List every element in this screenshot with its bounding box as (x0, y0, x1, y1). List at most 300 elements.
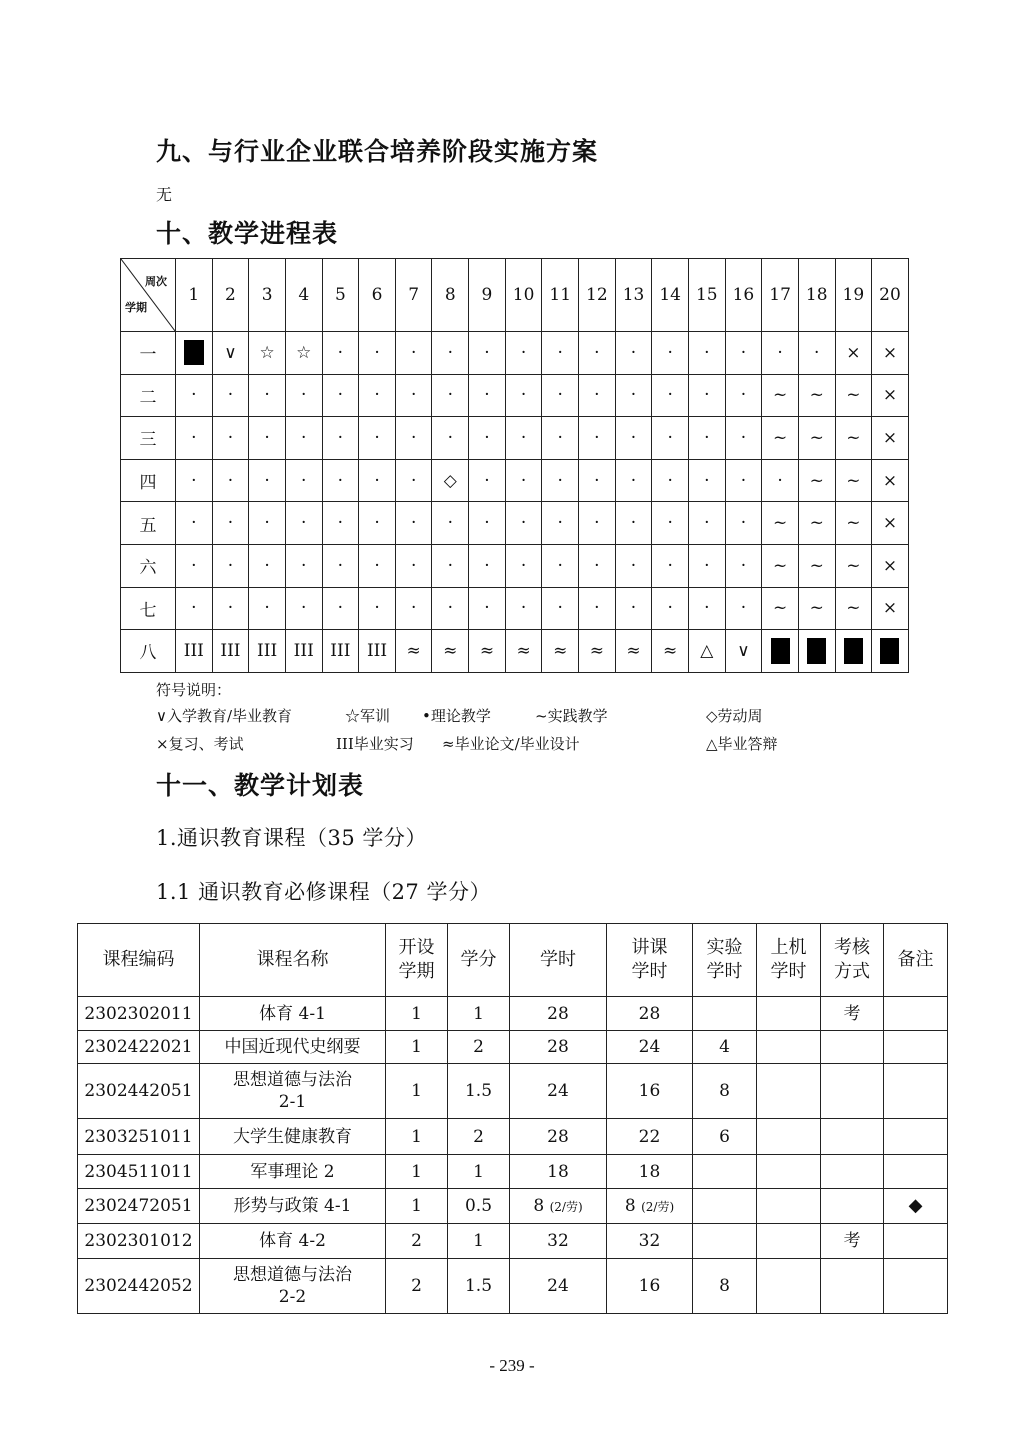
course-hours-cell: 18 (510, 1155, 607, 1189)
course-assess-cell (821, 1064, 884, 1119)
course-hours-cell: 28 (510, 1119, 607, 1155)
course-name-cell: 形势与政策 4-1 (200, 1189, 386, 1224)
schedule-cell: ~ (762, 417, 799, 460)
week-header: 6 (359, 259, 396, 332)
schedule-cell: III (322, 630, 359, 673)
course-hours-cell: 28 (510, 1031, 607, 1064)
schedule-cell: · (579, 374, 616, 417)
term-label: 三 (121, 417, 176, 460)
schedule-cell: · (432, 587, 469, 630)
week-header: 13 (615, 259, 652, 332)
schedule-cell: · (249, 417, 286, 460)
course-code-cell: 2302442051 (78, 1064, 200, 1119)
hours-value: 8 (624, 1195, 636, 1216)
schedule-cell: ☆ (249, 332, 286, 375)
schedule-cell: × (872, 544, 909, 587)
schedule-cell: ☆ (285, 332, 322, 375)
column-header: 学分 (448, 924, 510, 997)
schedule-row (121, 459, 909, 502)
course-row (78, 997, 948, 1031)
schedule-cell: ~ (835, 587, 872, 630)
schedule-cell: · (725, 459, 762, 502)
term-label: 八 (121, 630, 176, 673)
section-10-title: 十、教学进程表 (156, 219, 339, 248)
solid-block-icon (184, 340, 204, 365)
course-hours-cell: 32 (510, 1224, 607, 1259)
column-header: 备注 (884, 924, 948, 997)
course-computer-cell (757, 1064, 821, 1119)
course-credit-cell: 1.5 (448, 1259, 510, 1314)
solid-block-icon (807, 638, 826, 664)
course-computer-cell (757, 1031, 821, 1064)
schedule-cell: · (285, 459, 322, 502)
week-header: 9 (469, 259, 506, 332)
course-code-cell: 2302302011 (78, 997, 200, 1031)
course-hours-cell: 24 (510, 1064, 607, 1119)
schedule-cell: · (688, 459, 725, 502)
schedule-cell: · (505, 332, 542, 375)
course-credit-cell: 0.5 (448, 1189, 510, 1224)
course-lab-cell: 6 (693, 1119, 757, 1155)
schedule-cell: · (798, 332, 835, 375)
schedule-cell: · (542, 459, 579, 502)
schedule-cell: · (359, 502, 396, 545)
week-header: 4 (285, 259, 322, 332)
column-header: 课程名称 (200, 924, 386, 997)
course-name-cell: 思想道德与法治 2-2 (200, 1259, 386, 1314)
schedule-cell: · (469, 544, 506, 587)
course-code-cell: 2302472051 (78, 1189, 200, 1224)
course-lecture-cell (607, 1189, 693, 1224)
course-row (78, 1064, 948, 1119)
term-label: 二 (121, 374, 176, 417)
schedule-cell: · (322, 332, 359, 375)
week-header: 15 (688, 259, 725, 332)
schedule-cell: · (395, 332, 432, 375)
course-name-cell: 体育 4-1 (200, 997, 386, 1031)
schedule-cell: · (505, 459, 542, 502)
course-computer-cell (757, 1224, 821, 1259)
schedule-cell: · (505, 502, 542, 545)
schedule-cell: · (615, 502, 652, 545)
course-credit-cell: 2 (448, 1031, 510, 1064)
course-assess-cell (821, 1119, 884, 1155)
course-term-cell: 1 (386, 1064, 448, 1119)
schedule-cell: · (542, 374, 579, 417)
schedule-cell: · (432, 502, 469, 545)
course-lab-cell: 8 (693, 1064, 757, 1119)
course-credit-cell: 1 (448, 1155, 510, 1189)
schedule-cell: ~ (798, 374, 835, 417)
course-name-cell: 军事理论 2 (200, 1155, 386, 1189)
schedule-cell: · (395, 587, 432, 630)
subsection-title: 1.1 通识教育必修课程（27 学分） (156, 880, 491, 904)
schedule-cell: · (322, 417, 359, 460)
term-label: 一 (121, 332, 176, 375)
course-credit-cell: 2 (448, 1119, 510, 1155)
course-lecture-cell: 24 (607, 1031, 693, 1064)
schedule-cell: · (652, 587, 689, 630)
hours-note: (2/劳) (641, 1199, 675, 1214)
week-header: 17 (762, 259, 799, 332)
schedule-cell: · (505, 374, 542, 417)
course-note-cell (884, 1155, 948, 1189)
schedule-cell: · (725, 332, 762, 375)
schedule-cell: · (285, 417, 322, 460)
schedule-cell: · (432, 544, 469, 587)
course-lecture-cell: 16 (607, 1259, 693, 1314)
schedule-cell: · (652, 332, 689, 375)
column-header: 课程编码 (78, 924, 200, 997)
schedule-cell: · (432, 332, 469, 375)
course-hours-cell: 24 (510, 1259, 607, 1314)
course-computer-cell (757, 1189, 821, 1224)
schedule-row (121, 544, 909, 587)
schedule-cell: ~ (762, 374, 799, 417)
course-computer-cell (757, 1259, 821, 1314)
course-row (78, 1031, 948, 1064)
schedule-cell: · (469, 332, 506, 375)
corner-label-term: 学期 (125, 301, 147, 314)
schedule-cell: · (505, 587, 542, 630)
schedule-cell: · (542, 587, 579, 630)
course-assess-cell: 考 (821, 1224, 884, 1259)
schedule-row (121, 587, 909, 630)
course-lab-cell: 8 (693, 1259, 757, 1314)
schedule-cell: ∨ (212, 332, 249, 375)
section-11-title: 十一、教学计划表 (156, 771, 365, 800)
schedule-cell: · (542, 502, 579, 545)
course-term-cell: 2 (386, 1224, 448, 1259)
week-header: 8 (432, 259, 469, 332)
week-header: 16 (725, 259, 762, 332)
schedule-cell: · (579, 544, 616, 587)
course-hours-cell (510, 1189, 607, 1224)
schedule-cell: · (176, 502, 213, 545)
course-term-cell: 1 (386, 997, 448, 1031)
legend-item: ◇劳动周 (706, 707, 763, 725)
week-header: 2 (212, 259, 249, 332)
schedule-cell: ≈ (615, 630, 652, 673)
teaching-schedule-table (120, 258, 909, 673)
term-label: 七 (121, 587, 176, 630)
schedule-cell: ~ (798, 502, 835, 545)
schedule-row (121, 502, 909, 545)
course-lab-cell (693, 1155, 757, 1189)
schedule-cell: · (395, 417, 432, 460)
schedule-cell: ~ (762, 544, 799, 587)
schedule-cell: ~ (762, 502, 799, 545)
schedule-cell: · (579, 332, 616, 375)
schedule-cell: · (285, 544, 322, 587)
schedule-cell: · (249, 459, 286, 502)
schedule-cell: ∨ (725, 630, 762, 673)
corner-label-week: 周次 (145, 275, 167, 288)
course-note-cell (884, 1031, 948, 1064)
schedule-cell: · (688, 417, 725, 460)
schedule-cell: · (322, 544, 359, 587)
schedule-cell (762, 630, 799, 673)
schedule-cell: · (249, 587, 286, 630)
schedule-cell: · (285, 374, 322, 417)
schedule-cell: ≈ (505, 630, 542, 673)
schedule-cell: · (542, 544, 579, 587)
schedule-cell: · (359, 374, 396, 417)
schedule-cell: × (835, 332, 872, 375)
schedule-cell: △ (688, 630, 725, 673)
schedule-cell: · (505, 417, 542, 460)
course-code-cell: 2302301012 (78, 1224, 200, 1259)
course-note-cell (884, 1064, 948, 1119)
schedule-cell: ~ (835, 374, 872, 417)
schedule-cell: · (505, 544, 542, 587)
schedule-cell: ≈ (652, 630, 689, 673)
course-lab-cell (693, 997, 757, 1031)
schedule-cell: · (542, 417, 579, 460)
schedule-cell: · (615, 544, 652, 587)
course-name-cell: 中国近现代史纲要 (200, 1031, 386, 1064)
course-hours-cell: 28 (510, 997, 607, 1031)
schedule-cell: × (872, 374, 909, 417)
schedule-cell: · (652, 544, 689, 587)
schedule-cell: × (872, 502, 909, 545)
legend-item: ☆军训 (345, 707, 391, 725)
course-computer-cell (757, 1119, 821, 1155)
schedule-cell: · (176, 417, 213, 460)
schedule-cell: · (762, 332, 799, 375)
schedule-cell: · (579, 417, 616, 460)
course-row (78, 1189, 948, 1224)
column-header: 学时 (510, 924, 607, 997)
schedule-cell: · (322, 459, 359, 502)
schedule-cell: · (469, 417, 506, 460)
schedule-cell: × (872, 587, 909, 630)
course-lab-cell (693, 1224, 757, 1259)
schedule-cell: · (542, 332, 579, 375)
schedule-cell: · (395, 502, 432, 545)
schedule-cell: · (652, 374, 689, 417)
schedule-cell: · (322, 374, 359, 417)
solid-block-icon (880, 638, 899, 664)
schedule-cell: ~ (835, 459, 872, 502)
schedule-cell: · (652, 417, 689, 460)
schedule-cell: · (249, 374, 286, 417)
schedule-cell: · (432, 374, 469, 417)
schedule-cell: · (725, 544, 762, 587)
schedule-cell: ~ (798, 459, 835, 502)
schedule-cell: ~ (835, 502, 872, 545)
week-header: 7 (395, 259, 432, 332)
schedule-cell: · (395, 374, 432, 417)
schedule-cell: III (285, 630, 322, 673)
schedule-cell: ≈ (542, 630, 579, 673)
schedule-cell: III (212, 630, 249, 673)
schedule-cell: III (176, 630, 213, 673)
schedule-row (121, 630, 909, 673)
course-note-cell: ◆ (884, 1189, 948, 1224)
schedule-cell: · (432, 417, 469, 460)
course-term-cell: 1 (386, 1155, 448, 1189)
course-note-cell (884, 997, 948, 1031)
schedule-cell: ~ (835, 544, 872, 587)
course-code-cell: 2303251011 (78, 1119, 200, 1155)
hours-value: 8 (533, 1195, 545, 1216)
term-label: 六 (121, 544, 176, 587)
course-lecture-cell: 28 (607, 997, 693, 1031)
section-9-body: 无 (156, 185, 173, 204)
course-assess-cell (821, 1031, 884, 1064)
schedule-row (121, 374, 909, 417)
course-term-cell: 1 (386, 1189, 448, 1224)
schedule-cell: ~ (762, 587, 799, 630)
term-label: 五 (121, 502, 176, 545)
course-note-cell (884, 1119, 948, 1155)
legend-item: •理论教学 (422, 707, 491, 725)
schedule-cell: ≈ (395, 630, 432, 673)
course-row (78, 1119, 948, 1155)
schedule-cell: III (359, 630, 396, 673)
schedule-cell: · (176, 544, 213, 587)
course-name-cell: 大学生健康教育 (200, 1119, 386, 1155)
course-row (78, 1155, 948, 1189)
course-note-cell (884, 1259, 948, 1314)
course-lecture-cell: 22 (607, 1119, 693, 1155)
schedule-cell: · (615, 417, 652, 460)
column-header: 考核 方式 (821, 924, 884, 997)
subsection-title: 1.通识教育课程（35 学分） (156, 826, 427, 850)
course-row (78, 1224, 948, 1259)
schedule-cell: · (285, 502, 322, 545)
solid-block-icon (771, 638, 790, 664)
course-lab-cell: 4 (693, 1031, 757, 1064)
schedule-cell (872, 630, 909, 673)
course-name-cell: 思想道德与法治 2-1 (200, 1064, 386, 1119)
schedule-cell: × (872, 332, 909, 375)
schedule-cell: · (579, 502, 616, 545)
course-assess-cell (821, 1259, 884, 1314)
column-header: 开设 学期 (386, 924, 448, 997)
schedule-cell: · (359, 544, 396, 587)
schedule-cell: · (725, 587, 762, 630)
course-row (78, 1259, 948, 1314)
column-header: 讲课 学时 (607, 924, 693, 997)
course-name-cell: 体育 4-2 (200, 1224, 386, 1259)
course-term-cell: 1 (386, 1119, 448, 1155)
schedule-cell: · (579, 459, 616, 502)
schedule-cell: · (359, 417, 396, 460)
week-header: 5 (322, 259, 359, 332)
schedule-cell: × (872, 459, 909, 502)
schedule-cell: · (212, 587, 249, 630)
schedule-cell: × (872, 417, 909, 460)
legend-item: ≈毕业论文/毕业设计 (442, 735, 580, 753)
legend-item: ∨入学教育/毕业教育 (156, 707, 293, 725)
schedule-cell (835, 630, 872, 673)
schedule-cell: · (176, 587, 213, 630)
schedule-cell: · (212, 459, 249, 502)
week-header: 18 (798, 259, 835, 332)
column-header: 上机 学时 (757, 924, 821, 997)
week-header: 11 (542, 259, 579, 332)
course-lecture-cell: 16 (607, 1064, 693, 1119)
schedule-cell: ~ (798, 587, 835, 630)
legend-item: III毕业实习 (336, 735, 414, 753)
schedule-cell: ~ (835, 417, 872, 460)
schedule-cell: · (652, 459, 689, 502)
schedule-cell: ≈ (432, 630, 469, 673)
schedule-cell: · (212, 417, 249, 460)
schedule-cell: · (615, 332, 652, 375)
course-plan-table (77, 923, 948, 1314)
term-label: 四 (121, 459, 176, 502)
schedule-cell: · (249, 544, 286, 587)
schedule-cell: ~ (798, 544, 835, 587)
schedule-cell: · (615, 587, 652, 630)
schedule-cell: ~ (798, 417, 835, 460)
schedule-cell: · (469, 374, 506, 417)
course-assess-cell (821, 1155, 884, 1189)
schedule-cell: · (322, 587, 359, 630)
week-header: 19 (835, 259, 872, 332)
schedule-cell: · (469, 502, 506, 545)
schedule-cell: · (359, 459, 396, 502)
week-header: 1 (176, 259, 213, 332)
course-credit-cell: 1 (448, 1224, 510, 1259)
course-code-cell: 2304511011 (78, 1155, 200, 1189)
course-lab-cell (693, 1189, 757, 1224)
schedule-cell: · (469, 587, 506, 630)
schedule-cell: · (469, 459, 506, 502)
course-code-cell: 2302442052 (78, 1259, 200, 1314)
schedule-cell: · (762, 459, 799, 502)
week-header: 20 (872, 259, 909, 332)
schedule-row (121, 332, 909, 375)
course-lecture-cell: 18 (607, 1155, 693, 1189)
week-header: 12 (579, 259, 616, 332)
column-header: 实验 学时 (693, 924, 757, 997)
schedule-cell: ≈ (469, 630, 506, 673)
schedule-cell: · (395, 459, 432, 502)
schedule-cell: · (688, 502, 725, 545)
schedule-cell (176, 332, 213, 375)
schedule-cell: · (688, 332, 725, 375)
course-code-cell: 2302422021 (78, 1031, 200, 1064)
schedule-cell: · (176, 459, 213, 502)
schedule-cell: · (322, 502, 359, 545)
diagonal-line (121, 259, 175, 331)
week-header: 10 (505, 259, 542, 332)
schedule-cell: · (615, 459, 652, 502)
schedule-cell: · (579, 587, 616, 630)
schedule-cell: · (688, 374, 725, 417)
schedule-cell: · (359, 587, 396, 630)
schedule-cell: · (176, 374, 213, 417)
schedule-corner-header (121, 259, 176, 332)
schedule-cell: · (359, 332, 396, 375)
schedule-cell: · (725, 374, 762, 417)
schedule-cell: · (615, 374, 652, 417)
solid-block-icon (844, 638, 863, 664)
schedule-cell: · (285, 587, 322, 630)
week-header: 14 (652, 259, 689, 332)
course-assess-cell (821, 1189, 884, 1224)
course-credit-cell: 1.5 (448, 1064, 510, 1119)
schedule-cell: ◇ (432, 459, 469, 502)
schedule-cell (798, 630, 835, 673)
course-lecture-cell: 32 (607, 1224, 693, 1259)
hours-note: (2/劳) (549, 1199, 583, 1214)
week-header: 3 (249, 259, 286, 332)
